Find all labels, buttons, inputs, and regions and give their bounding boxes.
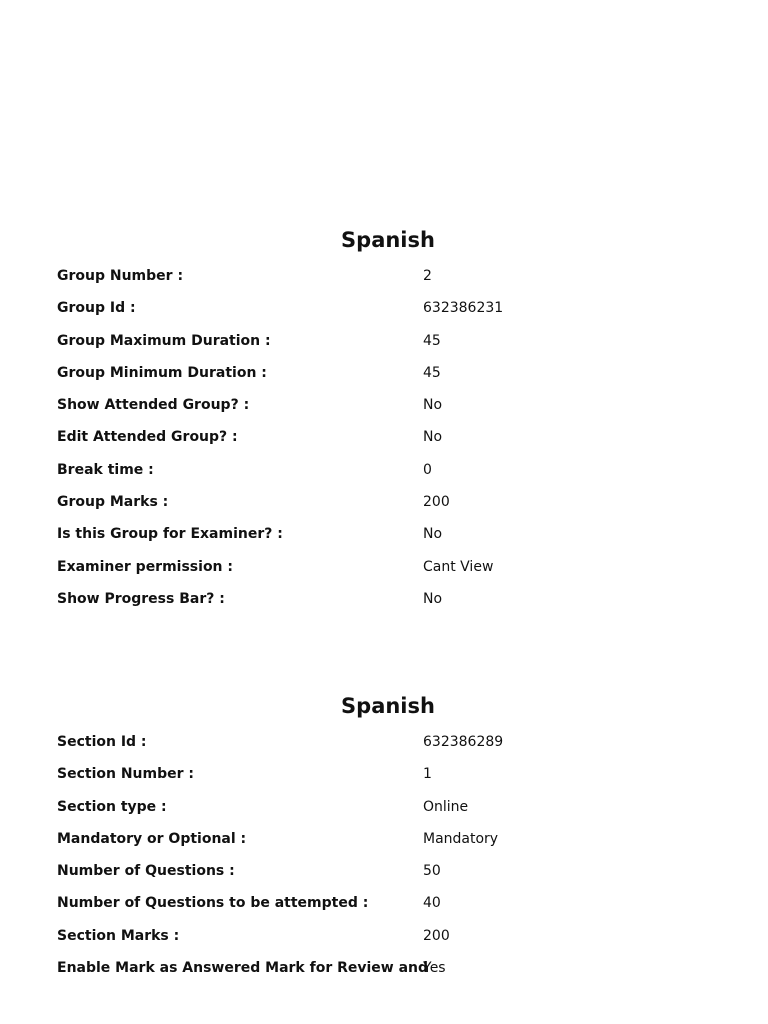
row-value: 2 (423, 268, 432, 284)
row-label: Group Number : (57, 268, 184, 284)
row-value: 40 (423, 895, 441, 912)
row-label: Edit Attended Group? : (57, 429, 238, 446)
info-row (0, 863, 768, 895)
row-label: Mandatory or Optional : (57, 830, 247, 847)
row-value: Cant View (423, 558, 494, 575)
row-label: Section Marks : (57, 927, 180, 944)
row-value: Online (423, 798, 469, 815)
row-value: 50 (423, 863, 441, 880)
row-label: Is this Group for Examiner? : (57, 526, 283, 543)
row-label: Number of Questions : (57, 863, 235, 880)
info-row (0, 333, 768, 365)
row-value: No (423, 526, 443, 543)
row-label: Number of Questions to be attempted : (57, 895, 369, 912)
info-row (0, 734, 768, 766)
row-value: 200 (423, 494, 450, 511)
row-value: No (423, 397, 443, 414)
info-row (0, 300, 768, 332)
info-row (0, 526, 768, 558)
group-rows (0, 268, 768, 623)
row-value: Yes (423, 960, 446, 977)
row-label: Section type : (57, 798, 167, 815)
info-row (0, 268, 768, 300)
row-value: 632386289 (423, 734, 504, 750)
info-row (0, 895, 768, 927)
section-rows (0, 734, 768, 992)
row-value: No (423, 429, 443, 446)
info-row (0, 397, 768, 429)
group-title: Spanish (341, 228, 435, 252)
group-details (0, 226, 768, 623)
row-label: Group Id : (57, 300, 136, 317)
row-label: Break time : (57, 461, 154, 478)
row-label: Section Id : (57, 734, 147, 750)
row-value: Mandatory (423, 830, 499, 847)
info-row (0, 494, 768, 526)
row-value: 0 (423, 461, 432, 478)
info-row (0, 559, 768, 591)
info-row (0, 928, 768, 960)
row-value: 632386231 (423, 300, 504, 317)
info-row (0, 462, 768, 494)
row-value: No (423, 590, 443, 607)
info-row (0, 831, 768, 863)
row-label: Group Marks : (57, 494, 169, 511)
info-row (0, 766, 768, 798)
row-label: Group Minimum Duration : (57, 364, 267, 381)
info-row (0, 591, 768, 623)
row-value: 200 (423, 927, 450, 944)
info-row (0, 365, 768, 397)
row-label: Section Number : (57, 766, 194, 783)
row-label: Show Attended Group? : (57, 397, 250, 414)
info-row (0, 799, 768, 831)
row-label: Group Maximum Duration : (57, 332, 271, 349)
row-value: 45 (423, 332, 441, 349)
section-details (0, 692, 768, 992)
row-value: 45 (423, 364, 441, 381)
info-row (0, 429, 768, 461)
section-title: Spanish (341, 694, 435, 718)
info-row (0, 960, 768, 992)
row-label: Enable Mark as Answered Mark for Review and (57, 960, 429, 977)
row-label: Examiner permission : (57, 558, 233, 575)
row-label: Show Progress Bar? : (57, 590, 225, 607)
row-value: 1 (423, 766, 432, 783)
